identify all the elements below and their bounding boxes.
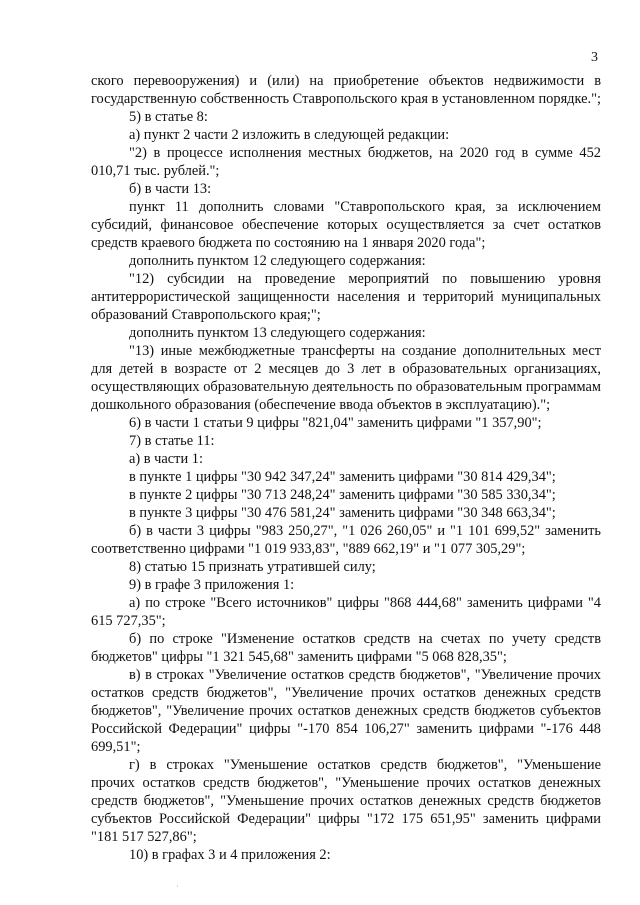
paragraph: дополнить пунктом 12 следующего содержания: <box>129 253 426 269</box>
paragraph: 7) в статье 11: <box>129 433 215 449</box>
paragraph: пункт 11 дополнить словами "Ставропольского края, за исключением субсидий, финансовое обеспечение которых осуществляется за счет остатков средств краевого бюджета по состоянию на 1 января 2020 года"; <box>91 199 601 251</box>
paragraph: 6) в части 1 статьи 9 цифры "821,04" заменить цифрами "1 357,90"; <box>129 415 542 431</box>
paragraph: б) в части 3 цифры "983 250,27", "1 026 260,05" и "1 101 699,52" заменить соответственно цифрами "1 019 933,83", "889 662,19" и "1 077 305,29"; <box>91 523 601 557</box>
paragraph: в пункте 1 цифры "30 942 347,24" заменить цифрами "30 814 429,34"; <box>129 469 556 485</box>
paragraph: в пункте 2 цифры "30 713 248,24" заменить цифрами "30 585 330,34"; <box>129 487 556 503</box>
paragraph: в пункте 3 цифры "30 476 581,24" заменить цифрами "30 348 663,34"; <box>129 505 556 521</box>
paragraph: дополнить пунктом 13 следующего содержания: <box>129 325 426 341</box>
paragraph: г) в строках "Уменьшение остатков средств бюджетов", "Уменьшение прочих остатков средств бюджетов", "Уменьшение прочих остатков денежных средств бюджетов", "Уменьшение прочих остатков денежных средств бюджетов субъектов Российской Федерации" цифры "172 175 651,95" заменить цифрами "181 517 527,86"; <box>91 757 601 845</box>
paragraph: б) в части 13: <box>129 181 212 197</box>
paragraph: б) по строке "Изменение остатков средств на счетах по учету средств бюджетов" цифры "1 321 545,68" заменить цифрами "5 068 828,35"; <box>91 631 601 665</box>
paragraph: 10) в графах 3 и 4 приложения 2: <box>129 847 331 863</box>
paragraph: 9) в графе 3 приложения 1: <box>129 577 295 593</box>
paragraph: ского перевооружения) и (или) на приобретение объектов недвижимости в государственную собственность Ставропольского края в установленном порядке."; <box>91 73 601 107</box>
document-body <box>91 72 601 864</box>
paragraph: "2) в процессе исполнения местных бюджетов, на 2020 год в сумме 452 010,71 тыс. рублей."; <box>91 145 601 179</box>
scan-artifact-mark: · <box>176 882 179 891</box>
paragraph: 8) статью 15 признать утратившей силу; <box>129 559 376 575</box>
paragraph: "12) субсидии на проведение мероприятий по повышению уровня антитеррористической защищенности населения и территорий муниципальных образований Ставропольского края;"; <box>91 271 601 323</box>
paragraph: "13) иные межбюджетные трансферты на создание дополнительных мест для детей в возрасте от 2 месяцев до 3 лет в образовательных организациях, осуществляющих образовательную деятельность по образовательным программам дошкольного образования (обеспечение ввода объектов в эксплуатацию)."; <box>91 343 601 413</box>
paragraph: в) в строках "Увеличение остатков средств бюджетов", "Увеличение прочих остатков средств бюджетов", "Увеличение прочих остатков денежных средств бюджетов", "Увеличение прочих остатков денежных средств бюджетов субъектов Российской Федерации" цифры "-170 854 106,27" заменить цифрами "-176 448 699,51"; <box>91 667 601 755</box>
paragraph: а) пункт 2 части 2 изложить в следующей редакции: <box>129 127 450 143</box>
page-number: 3 <box>591 50 598 65</box>
paragraph: а) в части 1: <box>129 451 203 467</box>
paragraph: 5) в статье 8: <box>129 109 208 125</box>
paragraph: а) по строке "Всего источников" цифры "868 444,68" заменить цифрами "4 615 727,35"; <box>91 595 601 629</box>
